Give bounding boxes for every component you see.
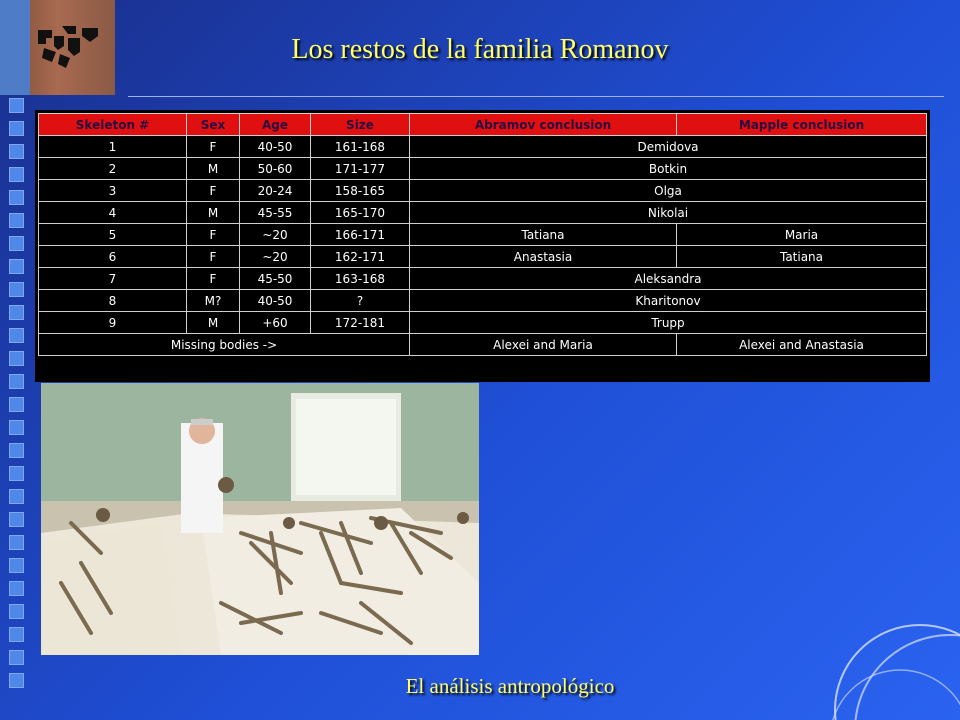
age-cell: ~20 (240, 224, 311, 246)
skeleton-number: 6 (39, 246, 187, 268)
abramov-missing-cell: Alexei and Maria (410, 334, 677, 356)
sex-cell: M (187, 158, 240, 180)
column-header: Abramov conclusion (410, 114, 677, 136)
table-row (39, 290, 927, 312)
sex-cell: M (187, 202, 240, 224)
conclusion-cell: Aleksandra (410, 268, 927, 290)
column-header: Size (311, 114, 410, 136)
age-cell: 50-60 (240, 158, 311, 180)
skeleton-number: 2 (39, 158, 187, 180)
mapple-conclusion-cell: Tatiana (677, 246, 927, 268)
conclusion-cell: Demidova (410, 136, 927, 158)
size-cell: 166-171 (311, 224, 410, 246)
age-cell: 20-24 (240, 180, 311, 202)
sex-cell: F (187, 180, 240, 202)
sex-cell: M? (187, 290, 240, 312)
size-cell: 158-165 (311, 180, 410, 202)
sex-cell: M (187, 312, 240, 334)
skeleton-number: 8 (39, 290, 187, 312)
age-cell: 40-50 (240, 136, 311, 158)
missing-bodies-row (39, 334, 927, 356)
table-row (39, 136, 927, 158)
sex-cell: F (187, 246, 240, 268)
age-cell: 45-55 (240, 202, 311, 224)
table-row (39, 246, 927, 268)
decorative-arcs (780, 600, 960, 720)
skeleton-number: 4 (39, 202, 187, 224)
table-row (39, 202, 927, 224)
column-header: Mapple conclusion (677, 114, 927, 136)
table-row (39, 268, 927, 290)
conclusion-cell: Botkin (410, 158, 927, 180)
size-cell: 171-177 (311, 158, 410, 180)
size-cell: 165-170 (311, 202, 410, 224)
romanov-skeleton-table (35, 110, 930, 382)
conclusion-cell: Nikolai (410, 202, 927, 224)
size-cell: ? (311, 290, 410, 312)
table-row (39, 180, 927, 202)
mapple-conclusion-cell: Maria (677, 224, 927, 246)
table-header-row (39, 114, 927, 136)
table-row (39, 224, 927, 246)
conclusion-cell: Kharitonov (410, 290, 927, 312)
column-header: Skeleton # (39, 114, 187, 136)
age-cell: ~20 (240, 246, 311, 268)
lab-photo (41, 383, 479, 655)
skeleton-number: 3 (39, 180, 187, 202)
size-cell: 172-181 (311, 312, 410, 334)
abramov-conclusion-cell: Anastasia (410, 246, 677, 268)
skeleton-number: 7 (39, 268, 187, 290)
skeleton-number: 5 (39, 224, 187, 246)
mapple-missing-cell: Alexei and Anastasia (677, 334, 927, 356)
sex-cell: F (187, 268, 240, 290)
size-cell: 161-168 (311, 136, 410, 158)
slide-footer: El análisis antropológico (405, 674, 615, 698)
sex-cell: F (187, 136, 240, 158)
skeleton-number: 1 (39, 136, 187, 158)
column-header: Sex (187, 114, 240, 136)
missing-bodies-label: Missing bodies -> (39, 334, 410, 356)
age-cell: 45-50 (240, 268, 311, 290)
decorative-square-column (9, 98, 25, 696)
size-cell: 163-168 (311, 268, 410, 290)
conclusion-cell: Trupp (410, 312, 927, 334)
table-row (39, 312, 927, 334)
size-cell: 162-171 (311, 246, 410, 268)
skeleton-number: 9 (39, 312, 187, 334)
slide-title: Los restos de la familia Romanov (291, 34, 669, 65)
abramov-conclusion-cell: Tatiana (410, 224, 677, 246)
sex-cell: F (187, 224, 240, 246)
column-header: Age (240, 114, 311, 136)
conclusion-cell: Olga (410, 180, 927, 202)
skeleton-lab-illustration (41, 383, 479, 655)
title-divider (128, 96, 944, 97)
table-row (39, 158, 927, 180)
age-cell: 40-50 (240, 290, 311, 312)
age-cell: +60 (240, 312, 311, 334)
